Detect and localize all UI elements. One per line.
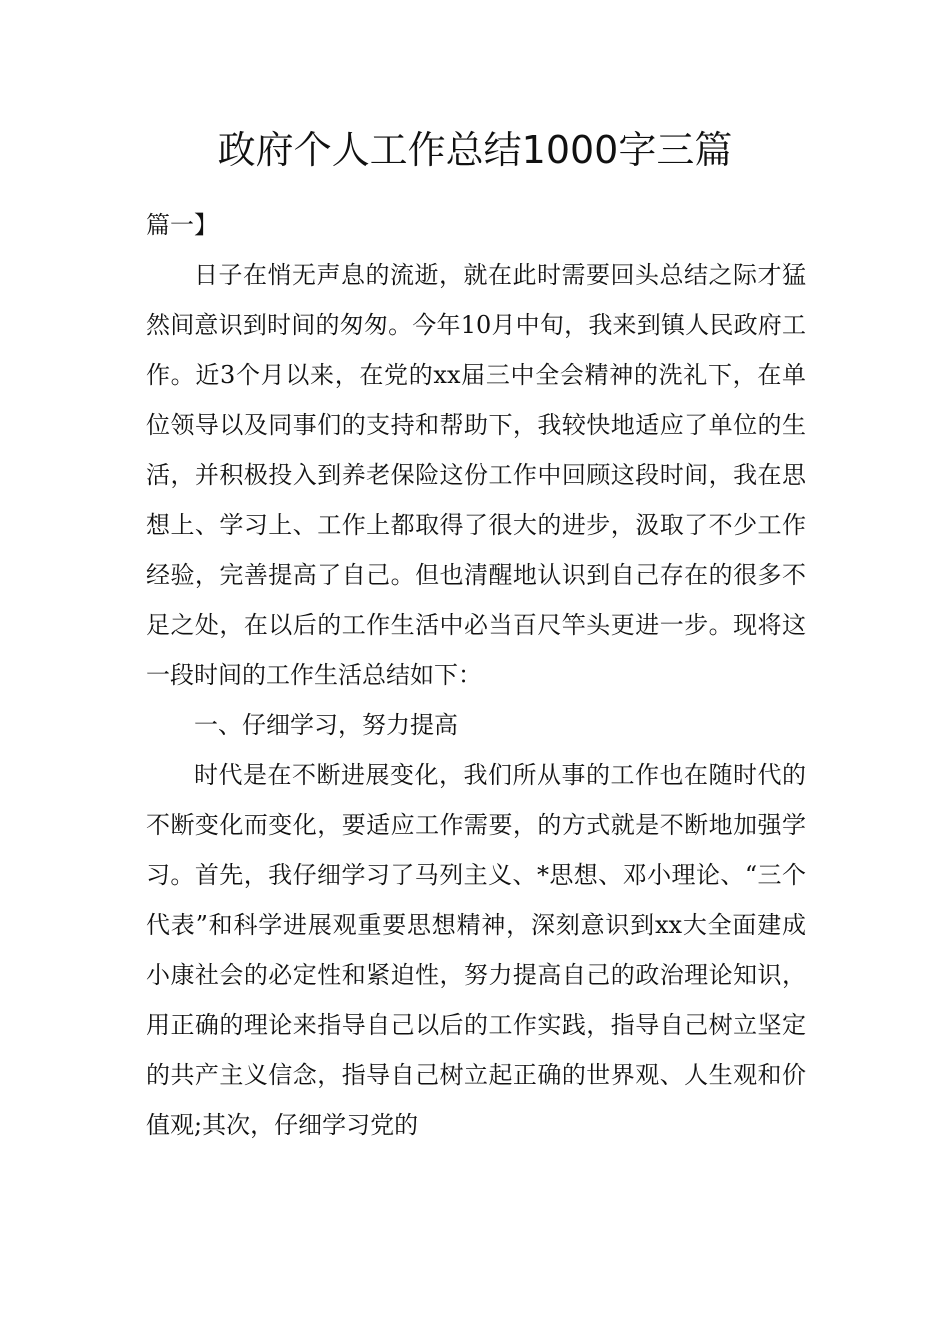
document-title: 政府个人工作总结1000字三篇 bbox=[217, 128, 733, 172]
section-marker: 篇一】 bbox=[146, 211, 218, 239]
section-heading: 一、仔细学习，努力提高 bbox=[194, 711, 458, 739]
document-body bbox=[146, 200, 806, 1150]
paragraph-intro: 日子在悄无声息的流逝，就在此时需要回头总结之际才猛然间意识到时间的匆匆。今年10月中旬，我来到镇人民政府工作。近3个月以来，在党的xx届三中全会精神的洗礼下，在单位领导以及同事们的支持和帮助下，我较快地适应了单位的生活，并积极投入到养老保险这份工作中回顾这段时间，我在思想上、学习上、工作上都取得了很大的进步，汲取了不少工作经验，完善提高了自己。但也清醒地认识到自己存在的很多不足之处，在以后的工作生活中必当百尺竿头更进一步。现将这一段时间的工作生活总结如下： bbox=[146, 261, 806, 689]
paragraph-study: 时代是在不断进展变化，我们所从事的工作也在随时代的不断变化而变化，要适应工作需要，的方式就是不断地加强学习。首先，我仔细学习了马列主义、*思想、邓小理论、“三个代表”和科学进展观重要思想精神，深刻意识到xx大全面建成小康社会的必定性和紧迫性，努力提高自己的政治理论知识，用正确的理论来指导自己以后的工作实践，指导自己树立坚定的共产主义信念，指导自己树立起正确的世界观、人生观和价值观;其次，仔细学习党的 bbox=[146, 761, 806, 1139]
